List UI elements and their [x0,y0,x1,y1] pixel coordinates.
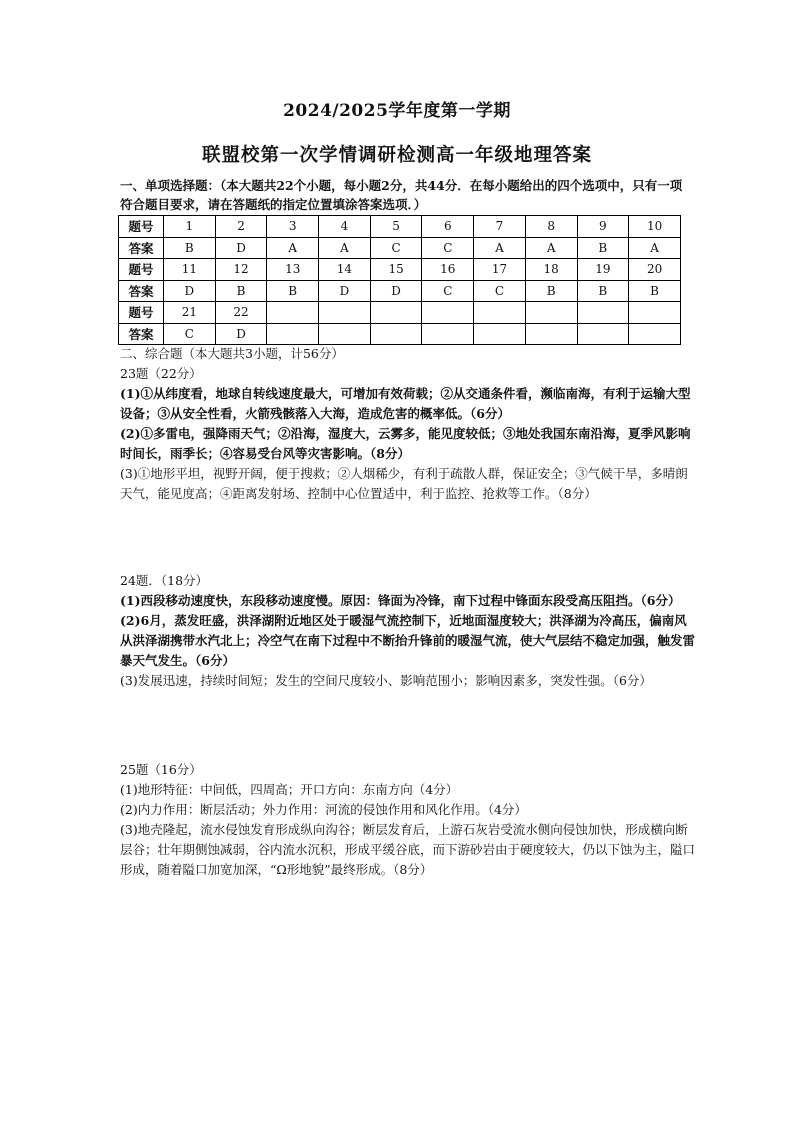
row-label-number: 题号 [119,216,164,238]
table-row-numbers [119,302,681,324]
q25-answer-2: (2)内力作用：断层活动；外力作用：河流的侵蚀作用和风化作用。（4分） [120,802,527,817]
table-cell: 20 [629,259,681,281]
table-cell: 10 [629,216,681,238]
section2-heading: 二、综合题（本大题共3小题，计56分） [120,346,344,361]
table-cell: D [319,280,371,302]
table-row-answers [119,237,681,259]
table-cell: 6 [422,216,474,238]
table-cell: 4 [319,216,371,238]
table-cell [319,302,371,324]
q25-answer-3: (3)地壳隆起，流水侵蚀发育形成纵向沟谷；断层发育后，上游石灰岩受流水侧向侵蚀加快，形成横向断层谷；壮年期侧蚀减弱，谷内流水沉积，形成平缓谷底，而下游砂岩由于硬度较大，仍以下蚀为主，隘口形成，随着隘口加宽加深，“Ω形地貌”最终形成。（8分） [120,822,696,877]
table-cell: B [577,280,629,302]
table-cell: A [267,237,319,259]
q24-block [120,571,696,691]
table-cell: 15 [370,259,422,281]
row-label-answer: 答案 [119,323,164,345]
table-cell: B [525,280,577,302]
table-cell: 1 [164,216,216,238]
table-cell: 16 [422,259,474,281]
table-cell: B [629,280,681,302]
table-row-numbers [119,259,681,281]
table-cell: A [525,237,577,259]
table-row-numbers [119,216,681,238]
table-cell: 2 [215,216,267,238]
table-cell [525,302,577,324]
table-cell: B [164,237,216,259]
q25-answer-1: (1)地形特征：中间低，四周高；开口方向：东南方向（4分） [120,782,459,797]
q24-answer-2: (2)6月，蒸发旺盛，洪泽湖附近地区处于暖湿气流控制下，近地面湿度较大；洪泽湖为冷高压，偏南风从洪泽湖携带水汽北上；冷空气在南下过程中不断抬升锋前的暖湿气流，使大气层结不稳定加强，触发雷暴天气发生。（6分） [120,613,696,668]
table-cell [525,323,577,345]
q23-answer-2: (2)①多雷电，强降雨天气；②沿海，湿度大，云雾多，能见度较低；③地处我国东南沿海，夏季风影响时间长，雨季长；④容易受台风等灾害影响。（8分） [120,426,691,461]
table-cell: 14 [319,259,371,281]
table-cell [629,323,681,345]
table-cell: 18 [525,259,577,281]
table-cell: D [164,280,216,302]
table-row-answers [119,280,681,302]
row-label-number: 题号 [119,302,164,324]
table-cell: 17 [474,259,526,281]
q23-title: 23题（22分） [120,366,202,381]
row-label-answer: 答案 [119,280,164,302]
table-cell: 12 [215,259,267,281]
table-cell [267,323,319,345]
table-row-answers [119,323,681,345]
table-cell: B [577,237,629,259]
table-cell [267,302,319,324]
table-cell: 19 [577,259,629,281]
document-title-term: 2024/2025学年度第一学期 [283,101,511,121]
table-cell [422,323,474,345]
q25-block [120,760,696,880]
answer-table [118,215,681,345]
table-cell: C [474,280,526,302]
table-cell: D [370,280,422,302]
table-cell [474,302,526,324]
table-cell: C [422,280,474,302]
table-cell: 22 [215,302,267,324]
section2 [120,344,696,504]
table-cell [422,302,474,324]
table-cell: 21 [164,302,216,324]
table-cell: B [267,280,319,302]
table-cell: 11 [164,259,216,281]
table-cell: 7 [474,216,526,238]
table-cell: B [215,280,267,302]
table-cell [319,323,371,345]
table-cell [629,302,681,324]
q23-answer-3: (3)①地形平坦，视野开阔，便于搜救；②人烟稀少，有利于疏散人群，保证安全；③气候干旱，多晴朗天气，能见度高；④距离发射场、控制中心位置适中，利于监控、抢救等工作。（8分） [120,466,688,501]
table-cell: C [422,237,474,259]
table-cell: 13 [267,259,319,281]
section1-heading: 一、单项选择题：（本大题共22个小题，每小题2分，共44分．在每小题给出的四个选项中，只有一项符合题目要求，请在答题纸的指定位置填涂答案选项．） [120,178,683,212]
q24-answer-1: (1)西段移动速度快，东段移动速度慢。原因：锋面为冷锋，南下过程中锋面东段受高压阻挡。（6分） [120,593,681,608]
table-cell [474,323,526,345]
table-cell: 5 [370,216,422,238]
table-cell: 9 [577,216,629,238]
table-cell [577,323,629,345]
q24-answer-3: (3)发展迅速，持续时间短；发生的空间尺度较小、影响范围小；影响因素多，突发性强。（6分） [120,673,652,688]
table-cell [577,302,629,324]
table-cell: A [629,237,681,259]
table-cell: A [474,237,526,259]
q24-title: 24题．（18分） [120,573,209,588]
table-cell: D [215,323,267,345]
q23-answer-1: (1)①从纬度看，地球自转线速度最大，可增加有效荷载；②从交通条件看，濒临南海，有利于运输大型设备；③从安全性看，火箭残骸落入大海，造成危害的概率低。（6分） [120,386,691,421]
table-cell: C [164,323,216,345]
table-cell: D [215,237,267,259]
table-cell: 8 [525,216,577,238]
document-title-main: 联盟校第一次学情调研检测高一年级地理答案 [201,145,592,166]
table-cell: C [370,237,422,259]
row-label-number: 题号 [119,259,164,281]
table-cell: A [319,237,371,259]
q25-title: 25题（16分） [120,762,202,777]
table-cell [370,302,422,324]
table-cell: 3 [267,216,319,238]
table-cell [370,323,422,345]
row-label-answer: 答案 [119,237,164,259]
